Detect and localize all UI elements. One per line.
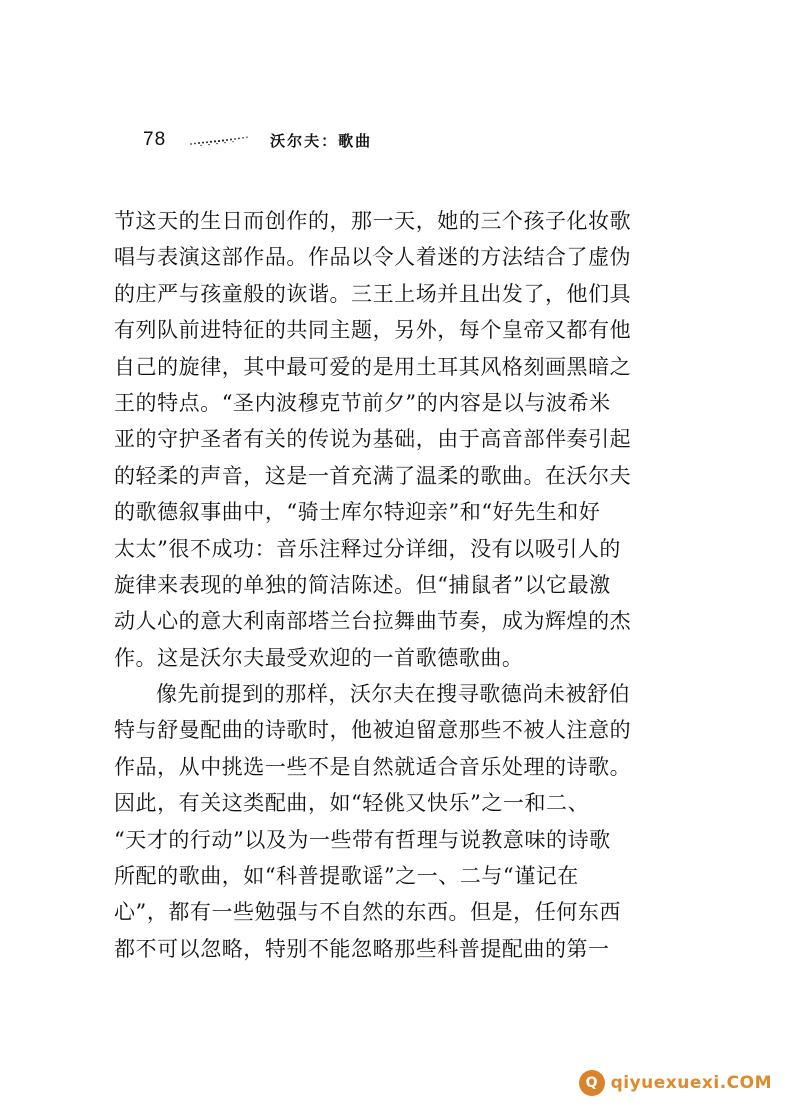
paragraph-first-line: 像先前提到的那样，沃尔夫在搜寻歌德尚未被舒伯 [156, 682, 631, 707]
text-line: 旋律来表现的单独的简洁陈述。但“捕鼠者”以它最激 [114, 572, 611, 597]
text-line: 节这天的生日而创作的，那一天，她的三个孩子化妆歌 [114, 209, 632, 233]
text-line: 唱与表演这部作品。作品以令人着迷的方法结合了虚伪 [114, 245, 632, 270]
text-line: 的庄严与孩童般的诙谐。三王上场并且出发了，他们具 [114, 281, 632, 306]
body-text [114, 203, 686, 967]
watermark-logo-icon: Q [579, 1070, 605, 1096]
dotted-flourish-icon [188, 133, 250, 147]
running-title: 沃尔夫：歌曲 [270, 131, 373, 150]
site-watermark [579, 1070, 772, 1096]
text-line: 所配的歌曲，如“科普提歌谣”之一、二与“谨记在 [114, 864, 579, 889]
text-line: 的歌德叙事曲中，“骑士库尔特迎亲”和“好先生和好 [114, 500, 601, 525]
watermark-text: qiyuexuexi.COM [610, 1073, 772, 1093]
text-line: 自己的旋律，其中最可爱的是用土耳其风格刻画黑暗之 [114, 354, 632, 379]
text-line: 亚的守护圣者有关的传说为基础，由于高音部伴奏引起 [114, 427, 632, 452]
text-line: 因此，有关这类配曲，如“轻佻又快乐”之一和二、 [114, 791, 590, 816]
text-line: 动人心的意大利南部塔兰台拉舞曲节奏，成为辉煌的杰 [114, 609, 632, 634]
page-number: 78 [143, 129, 167, 150]
text-line: 的轻柔的声音，这是一首充满了温柔的歌曲。在沃尔夫 [114, 463, 632, 488]
text-line: “天才的行动”以及为一些带有哲理与说教意味的诗歌 [114, 827, 611, 852]
text-line: 作品，从中挑选一些不是自然就适合音乐处理的诗歌。 [114, 754, 632, 779]
text-line: 有列队前进特征的共同主题，另外，每个皇帝又都有他 [114, 318, 632, 343]
text-line: 太太”很不成功：音乐注释过分详细，没有以吸引人的 [114, 536, 621, 561]
text-line: 心”，都有一些勉强与不自然的东西。但是，任何东西 [114, 900, 621, 925]
text-line: 王的特点。“圣内波穆克节前夕”的内容是以与波希米 [114, 390, 611, 415]
text-line: 都不可以忽略，特别不能忽略那些科普提配曲的第一 [114, 936, 610, 961]
text-line: 特与舒曼配曲的诗歌时，他被迫留意那些不被人注意的 [114, 718, 632, 743]
page-header [143, 126, 372, 154]
text-line: 作。这是沃尔夫最受欢迎的一首歌德歌曲。 [114, 645, 524, 670]
